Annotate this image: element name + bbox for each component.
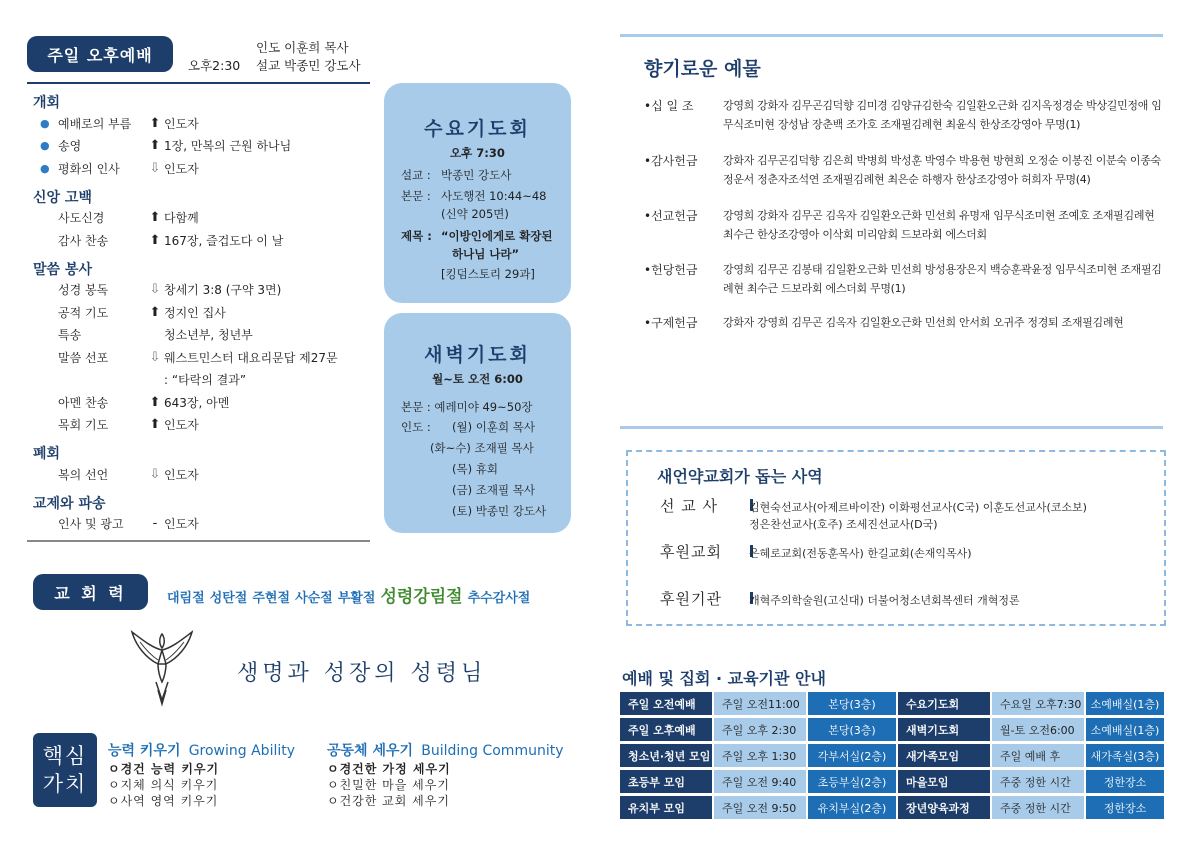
worship-item (40, 392, 370, 412)
wed-sermon-title-1: “이방인에게로 확장된 (441, 229, 553, 243)
core-col2-title-en: Building Community (421, 743, 564, 759)
posture-arrow-icon: ⬆ (149, 232, 161, 248)
schedule-cell: 초등부 모임 (620, 770, 712, 793)
ministry-line: 정은찬선교사(호주) 조세진선교사(D국) (749, 518, 938, 531)
ministry-key: 후원기관 (660, 590, 722, 608)
schedule-cell: 주일 오전 9:40 (714, 770, 806, 793)
core-col1-title-ko: 능력 키우기 (108, 743, 181, 759)
item-value: 인도자 (164, 161, 199, 176)
ministry-key: 후원교회 (660, 543, 722, 561)
worship-item (40, 280, 370, 300)
core-label-1: 핵심 (42, 744, 88, 768)
item-value: 643장, 아멘 (164, 395, 230, 410)
core-col1-title-en: Growing Ability (188, 743, 296, 759)
wed-sermon-label: 설교 : (401, 168, 431, 182)
item-value: 정지인 집사 (164, 305, 226, 320)
dawn-leader: (토) 박종민 강도사 (452, 504, 547, 518)
item-name: 목회 기도 (58, 418, 109, 432)
item-value: : “타락의 결과” (164, 373, 247, 387)
item-value: 인도자 (164, 467, 199, 482)
ministry-line: 김현숙선교사(아제르바이잔) 이화평선교사(C국) 이훈도선교사(코소보) (749, 501, 1087, 514)
core-value-item: ㅇ지체 의식 키우기 (108, 778, 219, 792)
item-name: 공적 기도 (58, 305, 109, 320)
dawn-title: 새벽기도회 (424, 344, 531, 366)
wed-text-sub: (신약 205면) (441, 207, 509, 221)
offering-label: •구제헌금 (644, 316, 698, 330)
season-item: 성령강림절 (380, 587, 463, 607)
left-top-rule (27, 82, 370, 84)
dove-icon (128, 628, 196, 708)
worship-item (40, 230, 370, 250)
section-title: 교제와 파송 (33, 495, 106, 512)
schedule-cell: 마을모임 (898, 770, 990, 793)
wed-text-label: 본문 : (401, 189, 431, 203)
worship-item (40, 415, 370, 435)
core-label-2: 가치 (42, 772, 88, 796)
worship-item (40, 113, 370, 133)
section-title: 말씀 봉사 (33, 261, 92, 278)
season-item: 사순절 (295, 591, 333, 606)
dawn-time: 월~토 오전 6:00 (432, 372, 523, 386)
schedule-cell: 본당(3층) (808, 692, 896, 715)
item-name: 성경 봉독 (58, 283, 109, 297)
offering-names: 강영희 김무곤 김봉태 김일환오근화 민선희 방성용장은지 백승훈곽윤정 임무식조미현 조재필김례현 최수근 드보라회 에스더회 무명(1) (723, 263, 1162, 295)
ministry-title: 새언약교회가 돕는 사역 (657, 467, 823, 486)
wed-sermon: 박종민 강도사 (441, 168, 512, 182)
item-name: 사도신경 (58, 211, 105, 225)
schedule-title: 예배 및 집회 · 교육기관 안내 (622, 669, 826, 688)
core-value-item: ㅇ사역 영역 키우기 (108, 794, 219, 808)
wednesday-time: 오후 7:30 (450, 146, 505, 160)
dawn-text: 본문 : 예레미야 49~50장 (401, 400, 533, 414)
item-value: 웨스트민스터 대요리문답 제27문 (164, 350, 338, 365)
offering-label: •감사헌금 (644, 154, 698, 168)
schedule-cell: 주일 오전예배 (620, 692, 712, 715)
schedule-cell: 주일 오후예배 (620, 718, 712, 741)
wed-title-label: 제목 : (401, 229, 432, 243)
core-value-item: ㅇ경건 능력 키우기 (108, 762, 220, 776)
wed-sermon-title-2: 하나님 나라” (452, 247, 520, 261)
dawn-lead-label: 인도 : (401, 420, 431, 434)
item-value: 인도자 (164, 517, 199, 531)
core-value-item: ㅇ친밀한 마을 세우기 (327, 778, 450, 792)
posture-arrow-icon: ⇩ (149, 466, 161, 482)
offering-label: •십 일 조 (644, 99, 694, 113)
worship-item (40, 208, 370, 228)
afternoon-worship-time: 오후2:30 (188, 58, 241, 73)
worship-item (40, 347, 370, 367)
offerings-title: 향기로운 예물 (644, 58, 761, 80)
schedule-cell: 주일 오후 2:30 (714, 718, 806, 741)
schedule-cell: 정한장소 (1086, 796, 1164, 819)
posture-arrow-icon: ⬆ (149, 138, 161, 153)
core-col1-title (108, 740, 295, 760)
ministry-row (660, 588, 761, 609)
offering-names: 강영희 강화자 김무곤 김옥자 김일환오근화 민선희 유명재 임무식조미현 조예호 조재필김례현 최수근 한상조강영아 이삭회 미리암회 드보라회 에스더회 (723, 209, 1155, 241)
item-name: 평화의 인사 (58, 161, 120, 176)
item-name: 송영 (58, 139, 82, 153)
offering-names: 강영희 강화자 김무곤김덕향 김미경 김양규김한숙 김일환오근화 김지옥정경순 박상길민정애 임무식조미현 장성남 장춘백 조가호 조재필김례현 최윤식 한상조강영아 무명(1) (723, 99, 1162, 131)
posture-arrow-icon: ⬆ (149, 115, 161, 131)
worship-item (40, 514, 370, 534)
season-item: 부활절 (337, 591, 376, 606)
offering-names: 강화자 김무곤김덕향 김은희 박병희 박성훈 박영수 박용현 방현희 오정순 이봉진 이분숙 이종숙 정운서 정춘자조석연 조재필김례현 최은순 하행자 한상조강영아 허희자 무명(4) (723, 154, 1161, 186)
schedule-cell: 새가족모임 (898, 744, 990, 767)
item-name: 감사 찬송 (58, 233, 109, 248)
schedule-cell: 정한장소 (1086, 770, 1164, 793)
ministry-line: 개혁주의학술원(고신대) 더불어청소년회복센터 개혁정론 (749, 594, 1020, 607)
schedule-cell: 주일 오전11:00 (714, 692, 806, 715)
schedule-cell: 소예배실(1층) (1086, 692, 1164, 715)
offering-label: •선교헌금 (644, 209, 698, 223)
ministry-line: 은혜로교회(전동훈목사) 한길교회(손재익목사) (749, 547, 972, 560)
schedule-cell: 주일 오후 1:30 (714, 744, 806, 767)
posture-arrow-icon: ⬆ (149, 210, 161, 225)
schedule-cell: 주일 오전 9:50 (714, 796, 806, 819)
item-bullet-icon: ● (40, 139, 50, 152)
left-bottom-rule (27, 540, 370, 542)
dawn-leader: (목) 휴회 (452, 462, 498, 476)
item-value: 167장, 즐겁도다 이 날 (164, 233, 284, 248)
schedule-cell: 주중 정한 시간 (992, 796, 1084, 819)
schedule-cell: 새벽기도회 (898, 718, 990, 741)
dawn-leader: (금) 조재필 목사 (452, 483, 535, 497)
season-item: 주현절 (252, 591, 291, 606)
schedule-cell: 유치부 모임 (620, 796, 712, 819)
worship-item (40, 302, 370, 322)
season-item: 대림절 (167, 591, 205, 606)
item-name: 인사 및 광고 (58, 517, 124, 531)
offerings-bottom-rule (620, 426, 1163, 429)
dawn-leader: (화~수) 조재필 목사 (430, 441, 534, 455)
schedule-cell: 수요일 오후7:30 (992, 692, 1084, 715)
schedule-cell: 소예배실(1층) (1086, 718, 1164, 741)
item-bullet-icon: ● (40, 161, 50, 175)
schedule-cell: 월-토 오전6:00 (992, 718, 1084, 741)
core-col2-title-ko: 공동체 세우기 (327, 743, 414, 759)
item-value: 1장, 만복의 근원 하나님 (164, 139, 292, 153)
schedule-cell: 초등부실(2층) (808, 770, 896, 793)
wed-series: [킹덤스토리 29과] (441, 267, 535, 281)
calendar-slogan: 생명과 성장의 성령님 (237, 661, 487, 686)
core-value-item: ㅇ건강한 교회 세우기 (327, 794, 450, 808)
posture-arrow-icon: ⇩ (149, 282, 161, 297)
schedule-cell: 각부서실(2층) (808, 744, 896, 767)
schedule-cell: 수요기도회 (898, 692, 990, 715)
schedule-cell: 본당(3층) (808, 718, 896, 741)
season-item: 추수감사절 (467, 591, 531, 606)
afternoon-lead: 인도 이훈희 목사 (256, 40, 349, 55)
worship-item (40, 158, 370, 178)
worship-item (40, 464, 370, 484)
section-title: 신앙 고백 (33, 189, 92, 206)
item-name: 복의 선언 (58, 467, 109, 482)
posture-arrow-icon: ⬆ (149, 304, 161, 320)
offerings-top-rule (620, 34, 1163, 37)
ministry-row (660, 541, 761, 562)
schedule-cell: 새가족실(3층) (1086, 744, 1164, 767)
posture-arrow-icon: ⬆ (149, 417, 161, 432)
item-name: 말씀 선포 (58, 350, 109, 365)
core-values-label (33, 733, 97, 807)
item-value: 창세기 3:8 (구약 3면) (164, 283, 282, 297)
item-value: 다함께 (164, 211, 199, 225)
ministry-row (660, 495, 761, 516)
offering-names: 강화자 강영희 김무곤 김옥자 김일환오근화 민선희 안서희 오귀주 정경퇴 조재필김례현 (723, 316, 1124, 329)
section-title: 개회 (33, 95, 61, 111)
section-title: 폐회 (33, 446, 61, 462)
schedule-cell: 유치부실(2층) (808, 796, 896, 819)
wednesday-title: 수요기도회 (424, 118, 531, 140)
ministry-key: 선 교 사 (660, 497, 719, 515)
item-name: 아멘 찬송 (58, 395, 109, 410)
church-calendar-label: 교 회 력 (33, 574, 148, 610)
item-value: 인도자 (164, 116, 199, 131)
schedule-cell: 장년양육과정 (898, 796, 990, 819)
posture-arrow-icon: ⇩ (149, 349, 161, 365)
season-item: 성탄절 (209, 591, 248, 606)
wed-text: 사도행전 10:44~48 (441, 189, 547, 203)
offering-label: •헌당헌금 (644, 263, 698, 277)
afternoon-worship-title: 주일 오후예배 (27, 36, 173, 72)
worship-item (40, 325, 370, 345)
schedule-cell: 주중 정한 시간 (992, 770, 1084, 793)
item-value: 인도자 (164, 418, 199, 432)
worship-item (40, 136, 370, 156)
core-col2-title (327, 740, 564, 760)
posture-arrow-icon: - (152, 516, 158, 531)
item-name: 특송 (58, 328, 82, 342)
posture-arrow-icon: ⬆ (149, 394, 161, 410)
posture-arrow-icon: ⇩ (149, 160, 161, 176)
item-value: 청소년부, 청년부 (164, 328, 253, 342)
core-value-item: ㅇ경건한 가정 세우기 (327, 762, 451, 776)
afternoon-sermon: 설교 박종민 강도사 (256, 58, 361, 73)
item-bullet-icon: ● (40, 116, 50, 130)
worship-item (40, 370, 370, 390)
schedule-cell: 청소년·청년 모임 (620, 744, 712, 767)
schedule-cell: 주일 예배 후 (992, 744, 1084, 767)
church-seasons (167, 582, 535, 607)
dawn-leader: (월) 이훈희 목사 (452, 420, 535, 434)
item-name: 예배로의 부름 (58, 116, 132, 131)
